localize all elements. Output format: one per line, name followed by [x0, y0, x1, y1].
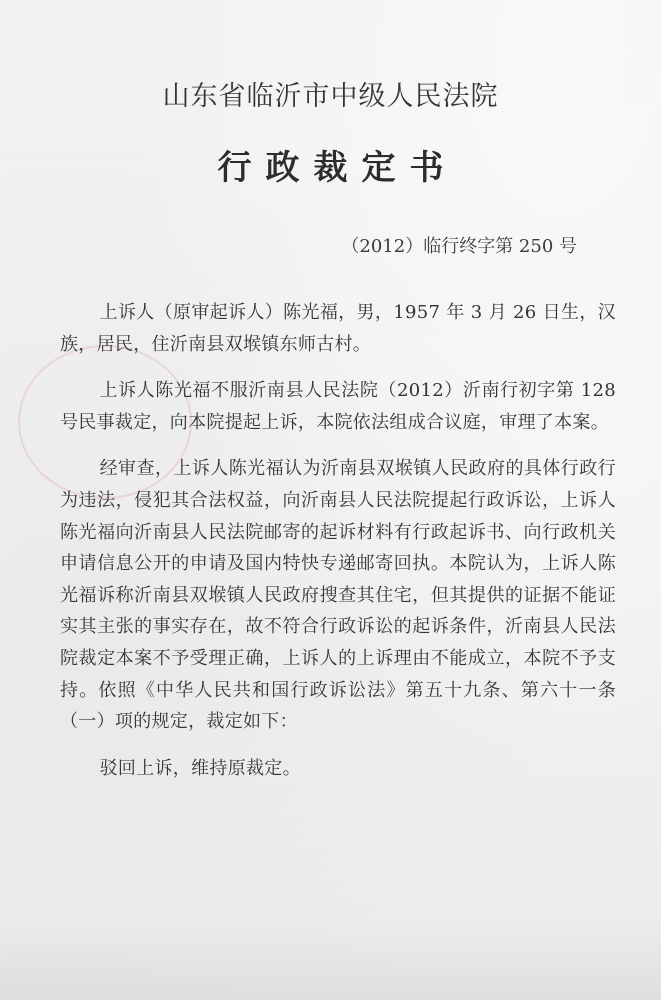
paragraph-ruling: 驳回上诉，维持原裁定。	[99, 757, 301, 779]
page-shadow	[0, 920, 661, 1000]
paragraph-appeal: 上诉人陈光福不服沂南县人民法院（2012）沂南行初字第 128 号民事裁定，向本院提起上诉，本院依法组成合议庭，审理了本案。	[60, 380, 616, 433]
court-name: 山东省临沂市中级人民法院	[162, 81, 499, 112]
document-body	[60, 297, 616, 799]
case-number: （2012）临行终字第 250 号	[341, 236, 577, 257]
document-title: 行政裁定书	[217, 148, 458, 188]
paragraph-appellant: 上诉人（原审起诉人）陈光福，男，1957 年 3 月 26 日生，汉族，居民，住沂南县双堠镇东师古村。	[60, 302, 616, 355]
paragraph-review: 经审查，上诉人陈光福认为沂南县双堠镇人民政府的具体行政行为违法，侵犯其合法权益，向沂南县人民法院提起行政诉讼，上诉人陈光福向沂南县人民法院邮寄的起诉材料有行政起诉书、向行政机关申请信息公开的申请及国内特快专递邮寄回执。本院认为，上诉人陈光福诉称沂南县双堠镇人民政府搜查其住宅，但其提供的证据不能证实其主张的事实存在，故不符合行政诉讼的起诉条件，沂南县人民法院裁定本案不予受理正确，上诉人的上诉理由不能成立，本院不予支持。依照《中华人民共和国行政诉讼法》第五十九条、第六十一条（一）项的规定，裁定如下：	[60, 458, 616, 733]
